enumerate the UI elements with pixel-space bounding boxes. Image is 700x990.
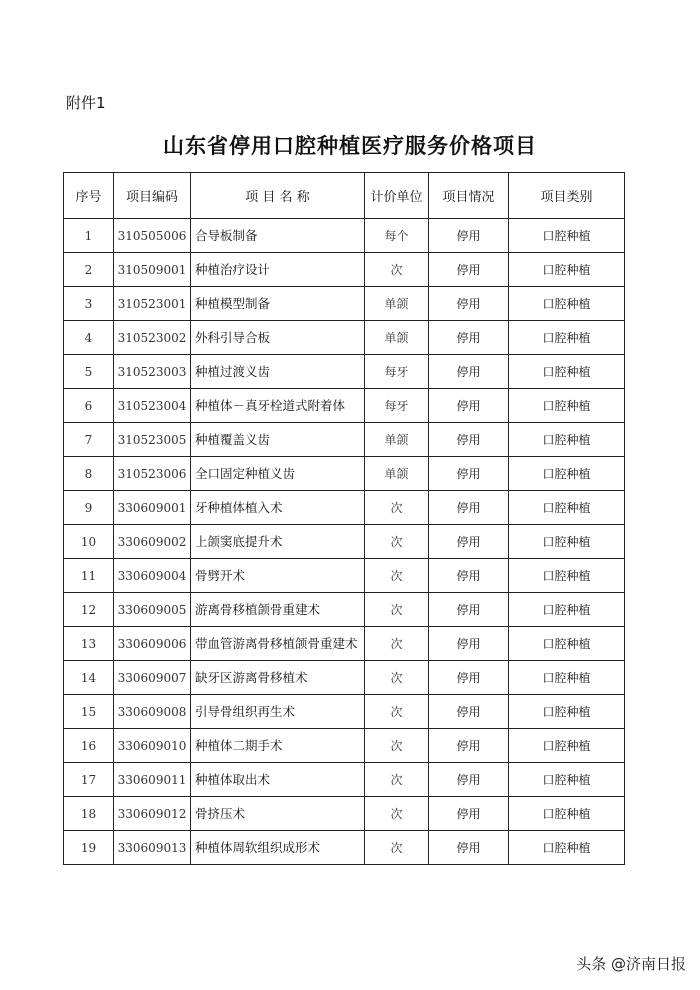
cell-category: 口腔种植 [509,253,625,287]
cell-category: 口腔种植 [509,593,625,627]
cell-index: 17 [64,763,114,797]
attachment-label: 附件1 [66,94,106,112]
cell-category: 口腔种植 [509,797,625,831]
cell-index: 16 [64,729,114,763]
cell-name: 种植体取出术 [191,763,365,797]
header-index: 序号 [64,173,114,219]
cell-name: 种植体周软组织成形术 [191,831,365,865]
table-row [64,321,625,355]
cell-name: 合导板制备 [191,219,365,253]
cell-status: 停用 [429,321,509,355]
cell-unit: 次 [365,525,429,559]
cell-code: 310523005 [114,423,191,457]
cell-index: 19 [64,831,114,865]
cell-unit: 每牙 [365,355,429,389]
cell-code: 330609011 [114,763,191,797]
table-row [64,559,625,593]
cell-name: 种植过渡义齿 [191,355,365,389]
cell-status: 停用 [429,695,509,729]
watermark: 头条 @济南日报 [576,955,686,973]
cell-code: 330609002 [114,525,191,559]
cell-status: 停用 [429,457,509,491]
cell-category: 口腔种植 [509,831,625,865]
header-name: 项 目 名 称 [191,173,365,219]
cell-code: 330609004 [114,559,191,593]
cell-name: 牙种植体植入术 [191,491,365,525]
cell-index: 15 [64,695,114,729]
cell-status: 停用 [429,661,509,695]
cell-name: 种植治疗设计 [191,253,365,287]
cell-category: 口腔种植 [509,661,625,695]
cell-code: 330609012 [114,797,191,831]
cell-unit: 次 [365,797,429,831]
cell-index: 14 [64,661,114,695]
cell-status: 停用 [429,253,509,287]
cell-category: 口腔种植 [509,219,625,253]
cell-category: 口腔种植 [509,389,625,423]
cell-category: 口腔种植 [509,525,625,559]
cell-category: 口腔种植 [509,287,625,321]
cell-category: 口腔种植 [509,491,625,525]
cell-unit: 次 [365,559,429,593]
header-category: 项目类别 [509,173,625,219]
table-row [64,525,625,559]
table-row [64,253,625,287]
cell-status: 停用 [429,831,509,865]
cell-status: 停用 [429,797,509,831]
cell-code: 310523003 [114,355,191,389]
cell-status: 停用 [429,287,509,321]
cell-code: 310523004 [114,389,191,423]
cell-name: 上颌窦底提升术 [191,525,365,559]
cell-code: 330609007 [114,661,191,695]
table-row [64,729,625,763]
cell-index: 11 [64,559,114,593]
table-row [64,287,625,321]
cell-status: 停用 [429,525,509,559]
cell-index: 8 [64,457,114,491]
cell-name: 种植体－真牙栓道式附着体 [191,389,365,423]
cell-index: 10 [64,525,114,559]
cell-code: 330609013 [114,831,191,865]
cell-index: 13 [64,627,114,661]
cell-code: 310523001 [114,287,191,321]
cell-unit: 次 [365,831,429,865]
cell-name: 游离骨移植颌骨重建术 [191,593,365,627]
table-row [64,219,625,253]
cell-unit: 每牙 [365,389,429,423]
cell-unit: 次 [365,729,429,763]
header-status: 项目情况 [429,173,509,219]
cell-name: 全口固定种植义齿 [191,457,365,491]
cell-unit: 每个 [365,219,429,253]
cell-status: 停用 [429,423,509,457]
cell-category: 口腔种植 [509,695,625,729]
table-row [64,355,625,389]
table-row [64,423,625,457]
cell-category: 口腔种植 [509,559,625,593]
cell-unit: 次 [365,491,429,525]
cell-index: 4 [64,321,114,355]
cell-unit: 次 [365,253,429,287]
cell-category: 口腔种植 [509,627,625,661]
cell-code: 330609006 [114,627,191,661]
cell-category: 口腔种植 [509,729,625,763]
cell-name: 带血管游离骨移植颌骨重建术 [191,627,365,661]
table-body [64,219,625,865]
cell-category: 口腔种植 [509,763,625,797]
cell-status: 停用 [429,627,509,661]
table-row [64,797,625,831]
cell-status: 停用 [429,763,509,797]
cell-status: 停用 [429,355,509,389]
cell-code: 330609010 [114,729,191,763]
cell-index: 9 [64,491,114,525]
cell-status: 停用 [429,729,509,763]
cell-unit: 次 [365,661,429,695]
cell-code: 330609008 [114,695,191,729]
table-header-row [64,173,625,219]
cell-status: 停用 [429,593,509,627]
cell-code: 310505006 [114,219,191,253]
header-code: 项目编码 [114,173,191,219]
cell-index: 5 [64,355,114,389]
cell-name: 种植体二期手术 [191,729,365,763]
cell-index: 6 [64,389,114,423]
table-row [64,831,625,865]
cell-unit: 次 [365,593,429,627]
cell-code: 310523002 [114,321,191,355]
cell-category: 口腔种植 [509,355,625,389]
cell-unit: 次 [365,695,429,729]
document-title: 山东省停用口腔种植医疗服务价格项目 [163,134,537,158]
cell-name: 种植模型制备 [191,287,365,321]
cell-index: 12 [64,593,114,627]
cell-unit: 单颌 [365,287,429,321]
cell-code: 310523006 [114,457,191,491]
cell-unit: 次 [365,627,429,661]
cell-category: 口腔种植 [509,423,625,457]
table-row [64,695,625,729]
cell-index: 2 [64,253,114,287]
cell-status: 停用 [429,491,509,525]
cell-name: 外科引导合板 [191,321,365,355]
cell-unit: 单颌 [365,321,429,355]
cell-status: 停用 [429,389,509,423]
cell-index: 3 [64,287,114,321]
table-row [64,593,625,627]
cell-code: 310509001 [114,253,191,287]
cell-index: 1 [64,219,114,253]
cell-name: 骨劈开术 [191,559,365,593]
cell-category: 口腔种植 [509,321,625,355]
cell-status: 停用 [429,559,509,593]
table-row [64,389,625,423]
table-row [64,491,625,525]
header-unit: 计价单位 [365,173,429,219]
cell-index: 7 [64,423,114,457]
cell-name: 骨挤压术 [191,797,365,831]
cell-category: 口腔种植 [509,457,625,491]
cell-code: 330609001 [114,491,191,525]
table-row [64,763,625,797]
table-row [64,457,625,491]
cell-unit: 单颌 [365,457,429,491]
cell-code: 330609005 [114,593,191,627]
cell-name: 缺牙区游离骨移植术 [191,661,365,695]
cell-unit: 单颌 [365,423,429,457]
cell-index: 18 [64,797,114,831]
table-row [64,627,625,661]
cell-status: 停用 [429,219,509,253]
cell-unit: 次 [365,763,429,797]
cell-name: 引导骨组织再生术 [191,695,365,729]
cell-name: 种植覆盖义齿 [191,423,365,457]
price-items-table [63,172,625,865]
table-row [64,661,625,695]
